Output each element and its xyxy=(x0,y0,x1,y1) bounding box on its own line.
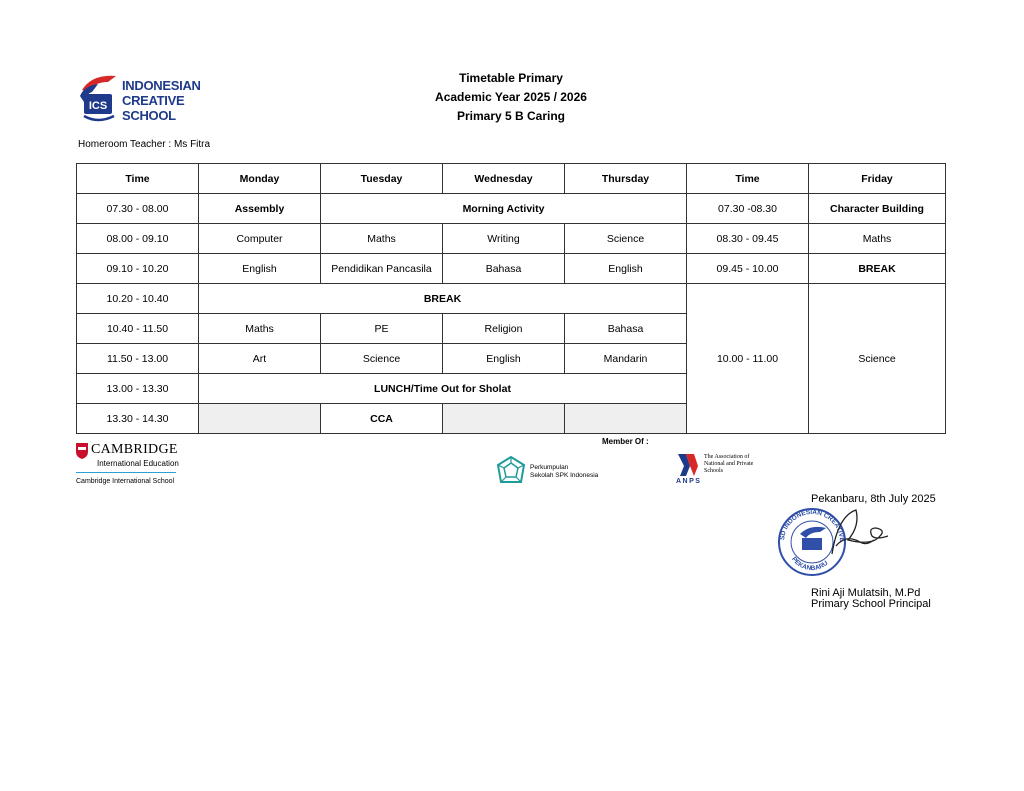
svg-text:ICS: ICS xyxy=(88,100,108,112)
wednesday-cell: Writing xyxy=(443,224,565,254)
spk-emblem-icon xyxy=(496,456,526,486)
member-of-label: Member Of : xyxy=(602,437,649,446)
tuesday-cell: CCA xyxy=(321,404,443,434)
logo-line-2: CREATIVE xyxy=(122,93,185,108)
page-title: Timetable Primary xyxy=(459,71,563,85)
friday-cell: Character Building xyxy=(809,194,946,224)
spk-logo xyxy=(496,456,606,488)
time-cell: 11.50 - 13.00 xyxy=(77,344,199,374)
time-cell: 10.20 - 10.40 xyxy=(77,284,199,314)
anps-emblem-icon xyxy=(676,452,700,478)
logo-line-1: INDONESIAN xyxy=(122,78,201,93)
school-seal xyxy=(776,506,896,578)
monday-cell: Assembly xyxy=(199,194,321,224)
tuesday-cell: Maths xyxy=(321,224,443,254)
cambridge-shield-icon xyxy=(76,443,88,459)
table-row xyxy=(77,194,946,224)
principal-role: Primary School Principal xyxy=(811,598,931,610)
timetable xyxy=(76,163,946,434)
time-cell: 13.00 - 13.30 xyxy=(77,374,199,404)
anps-line-1: The Association of xyxy=(704,454,750,460)
merged-cell: LUNCH/Time Out for Sholat xyxy=(199,374,687,404)
wednesday-cell xyxy=(443,404,565,434)
time-cell: 13.30 - 14.30 xyxy=(77,404,199,434)
header-time: Time xyxy=(77,164,199,194)
class-name: Primary 5 B Caring xyxy=(456,109,566,123)
monday-cell: Maths xyxy=(199,314,321,344)
thursday-cell: Science xyxy=(565,224,687,254)
school-logo-icon xyxy=(78,72,118,126)
header-wednesday: Wednesday xyxy=(443,164,565,194)
header-monday: Monday xyxy=(199,164,321,194)
anps-line-2: National and Private xyxy=(704,461,754,467)
merged-cell: BREAK xyxy=(199,284,687,314)
seal-stamp-icon xyxy=(776,506,896,578)
merged-cell: Morning Activity xyxy=(321,194,687,224)
friday-cell: Maths xyxy=(809,224,946,254)
thursday-cell: Mandarin xyxy=(565,344,687,374)
thursday-cell: Bahasa xyxy=(565,314,687,344)
header-tuesday: Tuesday xyxy=(321,164,443,194)
header-friday-time: Time xyxy=(687,164,809,194)
monday-cell: Computer xyxy=(199,224,321,254)
friday-time-cell: 07.30 -08.30 xyxy=(687,194,809,224)
tuesday-cell: Pendidikan Pancasila xyxy=(321,254,443,284)
tuesday-cell: Science xyxy=(321,344,443,374)
thursday-cell xyxy=(565,404,687,434)
tuesday-cell: PE xyxy=(321,314,443,344)
wednesday-cell: English xyxy=(443,344,565,374)
monday-cell: English xyxy=(199,254,321,284)
table-row xyxy=(77,254,946,284)
friday-cell: BREAK xyxy=(809,254,946,284)
time-cell: 10.40 - 11.50 xyxy=(77,314,199,344)
seal-bottom-text: PEKANBARU xyxy=(790,555,830,573)
friday-time-cell: 08.30 - 09.45 xyxy=(687,224,809,254)
table-row xyxy=(77,224,946,254)
cambridge-logo xyxy=(76,442,186,488)
friday-cell: Science xyxy=(809,284,946,434)
wednesday-cell: Bahasa xyxy=(443,254,565,284)
thursday-cell: English xyxy=(565,254,687,284)
table-row xyxy=(77,284,946,314)
cambridge-name: CAMBRIDGE xyxy=(91,442,178,457)
anps-abbr: ANPS xyxy=(676,478,702,485)
cambridge-subtitle: International Education xyxy=(97,459,179,468)
school-logo xyxy=(78,70,201,126)
homeroom-teacher: Homeroom Teacher : Ms Fitra xyxy=(78,139,211,150)
monday-cell xyxy=(199,404,321,434)
seal-text: SD INDONESIAN CREATIVE xyxy=(779,508,846,543)
academic-year: Academic Year 2025 / 2026 xyxy=(435,90,587,104)
time-cell: 09.10 - 10.20 xyxy=(77,254,199,284)
table-header-row xyxy=(77,164,946,194)
header-friday: Friday xyxy=(809,164,946,194)
header-thursday: Thursday xyxy=(565,164,687,194)
cambridge-school: Cambridge International School xyxy=(76,478,175,485)
time-cell: 07.30 - 08.00 xyxy=(77,194,199,224)
logo-line-3: SCHOOL xyxy=(122,108,176,123)
spk-line-2: Sekolah SPK Indonesia xyxy=(530,472,599,479)
anps-logo xyxy=(676,452,776,488)
time-cell: 08.00 - 09.10 xyxy=(77,224,199,254)
cambridge-divider xyxy=(76,472,176,473)
monday-cell: Art xyxy=(199,344,321,374)
friday-time-cell: 09.45 - 10.00 xyxy=(687,254,809,284)
spk-line-1: Perkumpulan xyxy=(530,464,569,471)
anps-line-3: Schools xyxy=(704,468,724,474)
principal-name: Rini Aji Mulatsih, M.Pd xyxy=(811,587,921,599)
wednesday-cell: Religion xyxy=(443,314,565,344)
place-date: Pekanbaru, 8th July 2025 xyxy=(811,493,936,505)
friday-time-cell: 10.00 - 11.00 xyxy=(687,284,809,434)
